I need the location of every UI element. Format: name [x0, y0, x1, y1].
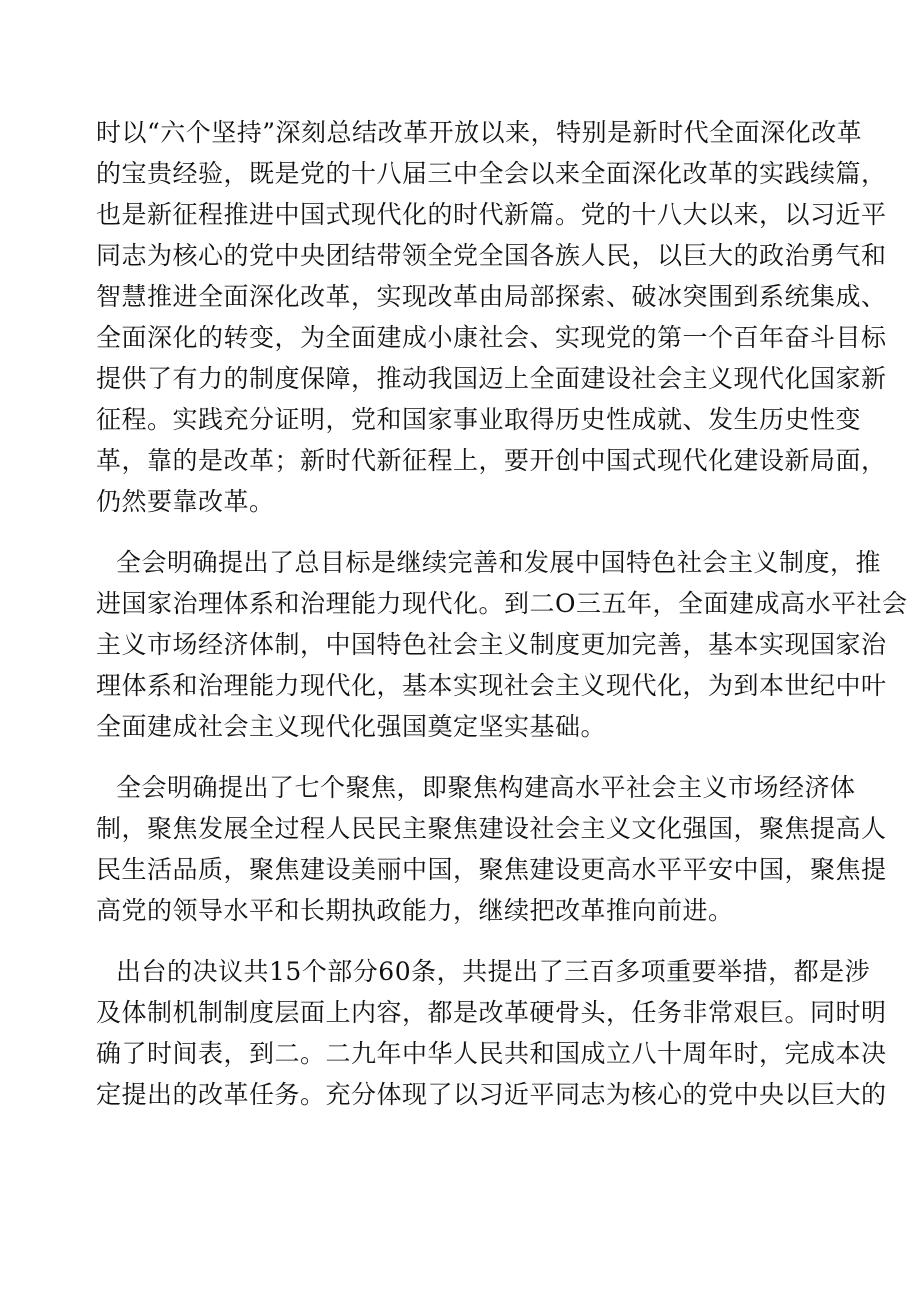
paragraph-line: 进国家治理体系和治理能力现代化。到二O三五年，全面建成高水平社会: [96, 589, 908, 618]
paragraph-line: 确了时间表，到二。二九年中华人民共和国成立八十周年时，完成本决: [96, 1039, 887, 1068]
paragraph-line: 全会明确提出了总目标是继续完善和发展中国特色社会主义制度，推: [116, 548, 882, 577]
paragraph-line: 主义市场经济体制，中国特色社会主义制度更加完善，基本实现国家治: [96, 630, 887, 659]
paragraph-line: 也是新征程推进中国式现代化的时代新篇。党的十八大以来，以习近平: [96, 200, 887, 229]
paragraph-3: [96, 767, 887, 931]
paragraph-line: 仍然要靠改革。: [96, 487, 275, 516]
paragraph-spacer: [96, 931, 856, 951]
paragraph-2: [96, 542, 908, 747]
paragraph-line: 提供了有力的制度保障，推动我国迈上全面建设社会主义现代化国家新: [96, 364, 887, 393]
paragraph-spacer: [96, 747, 856, 767]
paragraph-line: 及体制机制制度层面上内容，都是改革硬骨头，任务非常艰巨。同时明: [96, 998, 887, 1027]
paragraph-line: 制，聚焦发展全过程人民民主聚焦建设社会主义文化强国，聚焦提高人: [96, 814, 887, 843]
document-body: [96, 112, 908, 1115]
paragraph-line: 智慧推进全面深化改革，实现改革由局部探索、破冰突围到系统集成、: [96, 282, 887, 311]
paragraph-line: 理体系和治理能力现代化，基本实现社会主义现代化，为到本世纪中叶: [96, 671, 887, 700]
paragraph-line: 征程。实践充分证明，党和国家事业取得历史性成就、发生历史性变: [96, 405, 862, 434]
paragraph-line: 定提出的改革任务。充分体现了以习近平同志为核心的党中央以巨大的: [96, 1080, 887, 1109]
paragraph-line: 全会明确提出了七个聚焦，即聚焦构建高水平社会主义市场经济体: [116, 773, 856, 802]
paragraph-line: 民生活品质，聚焦建设美丽中国，聚焦建设更高水平平安中国，聚焦提: [96, 855, 887, 884]
paragraph-line: 全面深化的转变，为全面建成小康社会、实现党的第一个百年奋斗目标: [96, 323, 887, 352]
paragraph-line: 革，靠的是改革；新时代新征程上，要开创中国式现代化建设新局面，: [96, 446, 887, 475]
paragraph-line: 全面建成社会主义现代化强国奠定坚实基础。: [96, 712, 607, 741]
paragraph-line: 时以“六个坚持”深刻总结改革开放以来，特别是新时代全面深化改革: [96, 118, 863, 147]
paragraph-line: 的宝贵经验，既是党的十八届三中全会以来全面深化改革的实践续篇，: [96, 159, 887, 188]
paragraph-line: 高党的领导水平和长期执政能力，继续把改革推向前进。: [96, 896, 734, 925]
paragraph-1: [96, 112, 887, 522]
paragraph-line: 同志为核心的党中央团结带领全党全国各族人民，以巨大的政治勇气和: [96, 241, 887, 270]
paragraph-line: 出台的决议共15个部分60条，共提出了三百多项重要举措，都是涉: [116, 957, 871, 986]
paragraph-4: [96, 951, 887, 1115]
paragraph-spacer: [96, 522, 856, 542]
